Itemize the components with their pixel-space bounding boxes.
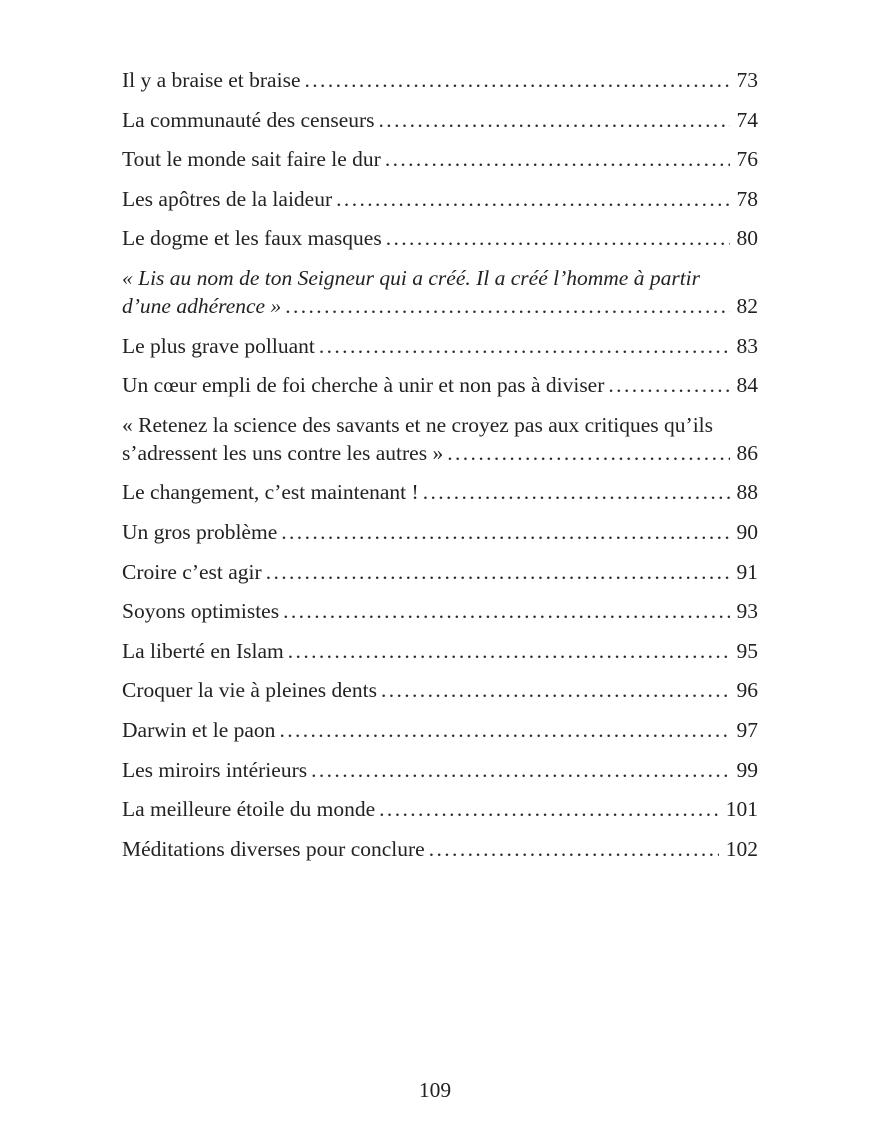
toc-entry-title: Le plus grave polluant [122, 333, 315, 358]
toc-entry-page: 93 [736, 599, 758, 624]
toc-entry-page: 102 [725, 836, 758, 861]
toc-entry-title: « Lis au nom de ton Seigneur qui a créé. Il a créé l’homme à partir [122, 265, 701, 290]
toc-entry [122, 332, 758, 360]
toc-entry-page: 86 [736, 440, 758, 465]
toc-entry [122, 264, 758, 320]
toc-entry-title: Les miroirs intérieurs [122, 757, 308, 782]
dot-leader [447, 439, 729, 467]
dot-leader [381, 676, 730, 704]
toc-entry-page: 80 [736, 226, 758, 251]
toc-entry [122, 66, 758, 94]
toc-entry [122, 371, 758, 399]
toc-entry-page: 78 [736, 186, 758, 211]
dot-leader [608, 371, 729, 399]
toc-entry [122, 756, 758, 784]
toc-entry-page: 74 [736, 107, 758, 132]
toc-entry-page: 73 [736, 68, 758, 92]
toc-entry-title: La communauté des censeurs [122, 107, 375, 132]
toc-entry [122, 637, 758, 665]
toc-entry-page: 84 [736, 373, 758, 398]
toc-entry-title: La meilleure étoile du monde [122, 797, 376, 822]
dot-leader [379, 795, 719, 823]
toc-entry-title: Croire c’est agir [122, 559, 262, 584]
dot-leader [279, 716, 729, 744]
toc-list [122, 66, 758, 874]
toc-entry-title: Les apôtres de la laideur [122, 186, 333, 211]
toc-entry-page: 97 [736, 717, 758, 742]
dot-leader [305, 66, 730, 94]
toc-entry-page: 76 [736, 147, 758, 172]
toc-entry [122, 224, 758, 252]
toc-entry-page: 95 [736, 638, 758, 663]
dot-leader [385, 145, 730, 173]
toc-entry-title: Il y a braise et braise [122, 68, 301, 92]
toc-entry-title: Darwin et le paon [122, 717, 276, 742]
toc-entry-page: 99 [736, 757, 758, 782]
dot-leader [281, 518, 729, 546]
dot-leader [288, 637, 730, 665]
toc-entry [122, 795, 758, 823]
toc-entry [122, 835, 758, 863]
dot-leader [336, 185, 729, 213]
toc-entry-page: 88 [736, 480, 758, 505]
dot-leader [285, 292, 729, 320]
toc-entry-title: Un cœur empli de foi cherche à unir et non pas à diviser [122, 373, 605, 398]
toc-entry [122, 676, 758, 704]
toc-entry-title: Croquer la vie à pleines dents [122, 678, 377, 703]
toc-entry-title: « Retenez la science des savants et ne croyez pas aux critiques qu’ils [122, 412, 714, 437]
page-number: 109 [418, 1078, 452, 1102]
toc-entry-title: Le changement, c’est maintenant ! [122, 480, 419, 505]
dot-leader [283, 597, 729, 625]
dot-leader [311, 756, 729, 784]
dot-leader [266, 558, 730, 586]
toc-entry [122, 558, 758, 586]
toc-entry-page: 91 [736, 559, 758, 584]
dot-leader [429, 835, 719, 863]
toc-entry [122, 518, 758, 546]
dot-leader [386, 224, 730, 252]
toc-entry [122, 716, 758, 744]
toc-entry-page: 96 [736, 678, 758, 703]
toc-entry-page: 90 [736, 519, 758, 544]
toc-entry-title: Un gros problème [122, 519, 278, 544]
toc-entry [122, 106, 758, 134]
dot-leader [319, 332, 730, 360]
toc-entry [122, 411, 758, 467]
toc-entry [122, 145, 758, 173]
toc-entry-title: Tout le monde sait faire le dur [122, 147, 381, 172]
toc-entry-title-line2: s’adressent les uns contre les autres » [122, 440, 444, 465]
toc-entry-title: La liberté en Islam [122, 638, 284, 663]
toc-entry-title: Soyons optimistes [122, 599, 280, 624]
toc-entry-title: Méditations diverses pour conclure [122, 836, 425, 861]
toc-entry [122, 597, 758, 625]
toc-entry-page: 82 [736, 293, 758, 318]
dot-leader [379, 106, 730, 134]
toc-entry-page: 83 [736, 333, 758, 358]
toc-entry [122, 478, 758, 506]
toc-entry-page: 101 [725, 797, 758, 822]
dot-leader [423, 478, 730, 506]
toc-entry-title: Le dogme et les faux masques [122, 226, 382, 251]
toc-entry [122, 185, 758, 213]
toc-entry-title-line2: d’une adhérence » [122, 293, 282, 318]
